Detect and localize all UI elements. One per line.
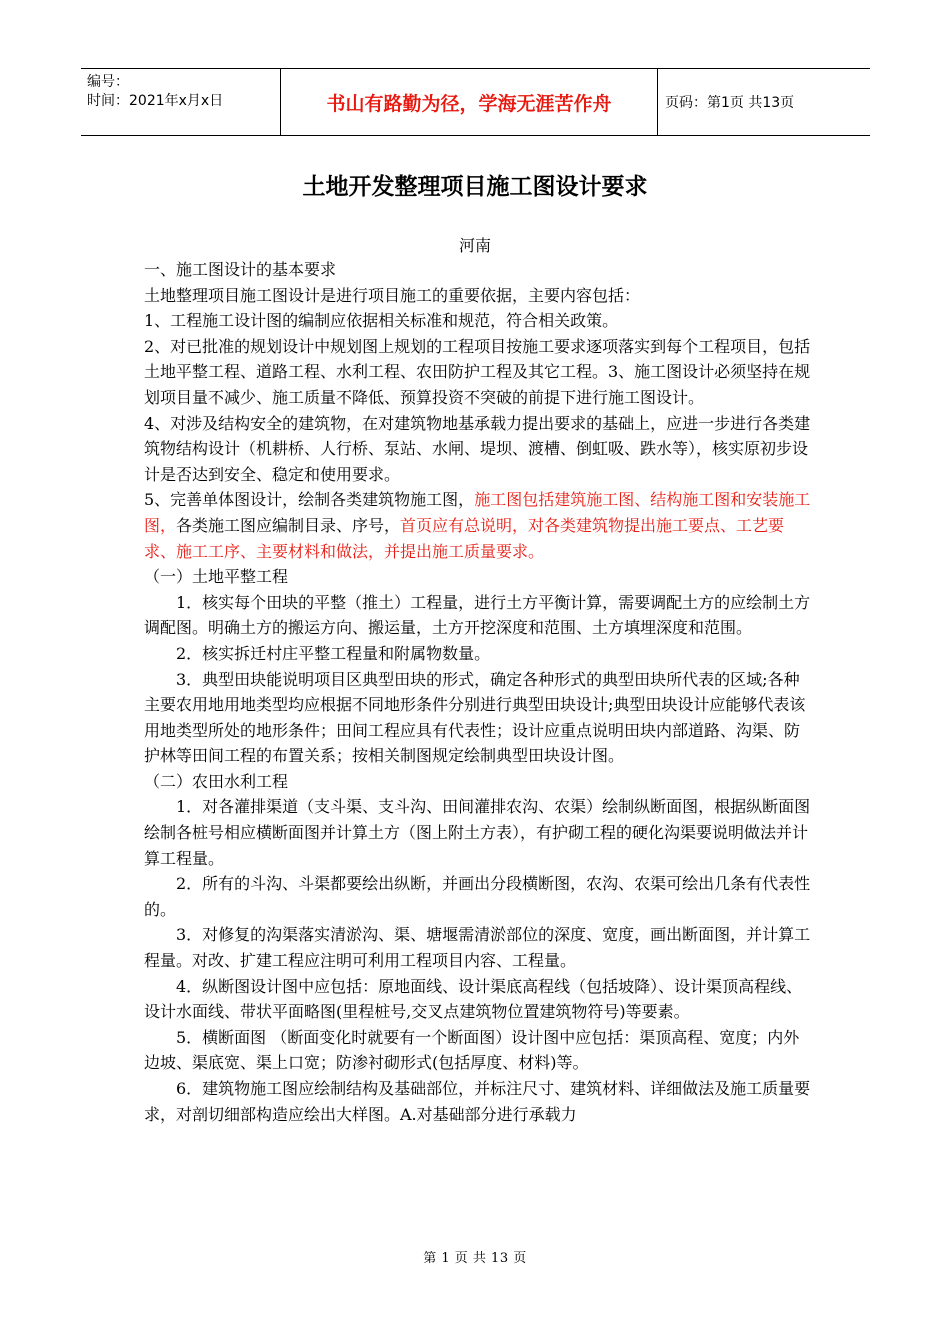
paragraph: 1、工程施工设计图的编制应依据相关标准和规范，符合相关政策。 [144,311,619,331]
document-number-label: 编号： [87,74,129,90]
paragraph: 1．核实每个田块的平整（推土）工程量，进行土方平衡计算，需要调配土方的应绘制土方调配图。明确土方的搬运方向、搬运量，土方开挖深度和范围、土方填埋深度和范围。 [144,592,811,638]
header-motto: 书山有路勤为径，学海无涯苦作舟 [326,92,612,115]
paragraph: 2．所有的斗沟、斗渠都要绘出纵断，并画出分段横断图，农沟、农渠可绘出几条有代表性的。 [144,874,811,919]
paragraph: 4．纵断图设计图中应包括：原地面线、设计渠底高程线（包括坡降）、设计渠顶高程线、设计水面线、带状平面略图(里程桩号,交叉点建筑物位置建筑物符号)等要素。 [144,976,803,1022]
header-page-cell [658,69,870,135]
subsection-heading: （一）土地平整工程 [144,567,289,587]
document-title: 土地开发整理项目施工图设计要求 [302,174,648,200]
paragraph-text: 5、完善单体图设计，绘制各类建筑物施工图， [144,490,475,510]
document-body [144,257,812,1127]
header-table [81,68,870,136]
highlighted-text: 施工图包括建筑施工图、结构施工图和安装施工图， [144,490,811,535]
paragraph: 1．对各灌排渠道（支斗渠、支斗沟、田间灌排农沟、农渠）绘制纵断面图，根据纵断面图绘制各桩号相应横断面图并计算土方（图上附土方表），有护砌工程的硬化沟渠要说明做法并计算工程量。 [144,797,811,868]
paragraph: 6．建筑物施工图应绘制结构及基础部位，并标注尺寸、建筑材料、详细做法及施工质量要求，对剖切细部构造应绘出大样图。A.对基础部分进行承载力 [144,1079,811,1124]
paragraph: 土地整理项目施工图设计是进行项目施工的重要依据，主要内容包括： [144,285,641,305]
page-footer: 第 1 页 共 13 页 [423,1251,527,1266]
paragraph: 2．核实拆迁村庄平整工程量和附属物数量。 [176,643,491,663]
subsection-heading: （二）农田水利工程 [144,771,289,791]
section-heading: 一、施工图设计的基本要求 [144,260,337,279]
paragraph-mixed [144,487,812,564]
highlighted-text: 首页应有总说明，对各类建筑物提出施工要点、工艺要求、施工工序、主要材料和做法，并提出施工质量要求。 [144,515,785,561]
paragraph-text: 各类施工图应编制目录、序号， [176,515,401,535]
paragraph: 3．对修复的沟渠落实清淤沟、渠、塘堰需清淤部位的深度、宽度，画出断面图，并计算工程量。对改、扩建工程应注明可利用工程项目内容、工程量。 [144,925,811,971]
paragraph: 3．典型田块能说明项目区典型田块的形式，确定各种形式的典型田块所代表的区域;各种主要农用地用地类型均应根据不同地形条件分别进行典型田块设计;典型田块设计应能够代表该用地类型所处的地形条件；田间工程应具有代表性；设计应重点说明田块内部道路、沟渠、防护林等田间工程的布置关系；按相关制图规定绘制典型田块设计图。 [144,669,806,766]
header-meta-cell [81,69,281,135]
document-time-label: 时间：2021年x月x日 [87,93,224,109]
paragraph: 2、对已批准的规划设计中规划图上规划的工程项目按施工要求逐项落实到每个工程项目，包括土地平整工程、道路工程、水利工程、农田防护工程及其它工程。3、施工图设计必须坚持在规划项目量不减少、施工质量不降低、预算投资不突破的前提下进行施工图设计。 [144,336,811,407]
header-motto-cell [281,69,658,135]
document-author: 河南 [458,236,491,255]
paragraph: 4、对涉及结构安全的建筑物，在对建筑物地基承载力提出要求的基础上，应进一步进行各类建筑物结构设计（机耕桥、人行桥、泵站、水闸、堤坝、渡槽、倒虹吸、跌水等），核实原初步设计是否达到安全、稳定和使用要求。 [144,413,811,484]
paragraph: 5．横断面图 （断面变化时就要有一个断面图）设计图中应包括：渠顶高程、宽度；内外边坡、渠底宽、渠上口宽；防渗衬砌形式(包括厚度、材料)等。 [144,1027,800,1073]
header-page-info: 页码：第1页 共13页 [665,95,795,111]
